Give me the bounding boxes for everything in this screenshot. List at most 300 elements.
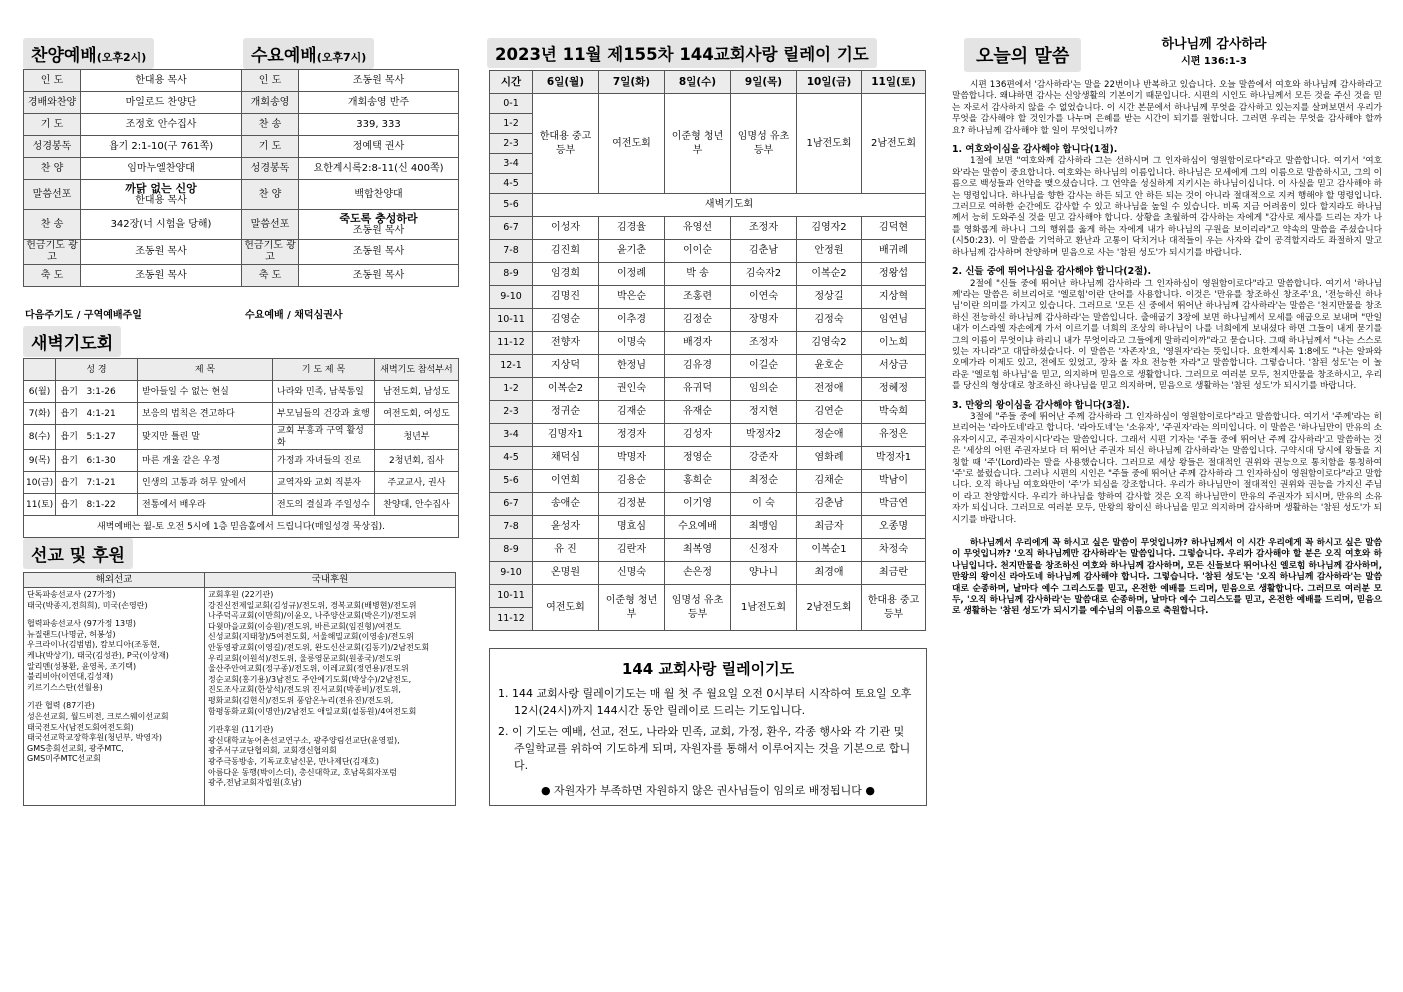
relay-person: 이기영 — [665, 493, 731, 516]
relay-person: 유 진 — [533, 539, 599, 562]
dawn-day: 9(목) — [24, 450, 56, 472]
dawn-day: 11(토) — [24, 494, 56, 516]
dawn-header-scripture: 성 경 — [56, 359, 138, 381]
relay-person: 김유경 — [665, 355, 731, 378]
worship-row — [24, 158, 459, 180]
domestic-line: 광주극동방송, 기독교호남신문, 만나제단(김재호) — [208, 756, 379, 766]
wednesday-value: 조동원 목사 — [299, 240, 459, 265]
wednesday-value — [299, 210, 459, 240]
relay-info-closing: ● 자원자가 부족하면 자원하지 않은 권사님들이 임의로 배정됩니다 ● — [540, 784, 876, 797]
dawn-note-row — [24, 516, 459, 538]
relay-row — [490, 263, 926, 286]
relay-person: 유영선 — [665, 217, 731, 240]
relay-row — [490, 539, 926, 562]
dawn-day: 8(수) — [24, 425, 56, 450]
sunday-label: 찬 양 — [24, 158, 81, 180]
relay-time: 1-2 — [490, 114, 533, 134]
sunday-worship-header — [23, 38, 154, 69]
relay-block-cell: 1남전도회 — [797, 94, 862, 194]
relay-person: 안정원 — [797, 240, 862, 263]
relay-person: 손은정 — [665, 562, 731, 585]
overseas-line: 성은선교회, 월드비전, 크로스웨이선교회 — [27, 711, 169, 721]
worship-row — [24, 114, 459, 136]
worship-row — [24, 240, 459, 265]
relay-header-col: 10일(금) — [797, 71, 862, 94]
dawn-row — [24, 425, 459, 450]
relay-person: 정영순 — [665, 447, 731, 470]
dawn-ref: 4:1-21 — [83, 403, 138, 425]
relay-header-col: 8일(수) — [665, 71, 731, 94]
relay-person: 송애순 — [533, 493, 599, 516]
dawn-row — [24, 472, 459, 494]
relay-person: 임경희 — [533, 263, 599, 286]
wednesday-worship-time: (오후7시) — [316, 51, 367, 64]
relay-person: 조정자 — [731, 332, 797, 355]
domestic-line: 기관후원 (11기관) — [208, 725, 274, 735]
relay-person: 명효심 — [599, 516, 665, 539]
relay-header-col: 6일(월) — [533, 71, 599, 94]
worship-row — [24, 210, 459, 240]
relay-time: 11-12 — [490, 332, 533, 355]
dawn-prayer-topic: 가정과 자녀들의 진로 — [273, 450, 375, 472]
relay-row — [490, 424, 926, 447]
overseas-line: 태국전도사(남전도회여전도회) — [27, 722, 134, 732]
relay-person: 박은순 — [599, 286, 665, 309]
relay-time: 10-11 — [490, 309, 533, 332]
sermon-point-1-body: 1절에 보면 "여호와께 감사하라 그는 선하시며 그 인자하심이 영원함이로다"라고 말씀합니다. 여기서 '여호와'라는 말씀이 중요합니다. 여호와는 하나님의 이름입니다. 하나님은 모세에게 그의 이름으로 말씀하시고, 그의 이름으로 백성들과 언약을 맺으셨습니다. 그 언약을 성실하게 지키시는 하나님이십니다. 이 사실을 믿고 감사해야 하는 명령입니다. 하나님을 향한 감사는 하든 되고 안 하든 되는 것이 아니라 절대적으로 지켜 행해야 할 명령입니다. 그러므로 여하한 순간에도 감사할 수 있고 하나님을 높일 수 있습니다. 비록 지금 어려움이 있다 할지라도 하나님께서 능히 도와주실 것을 믿고 감사해야 합니다. 상황을 초월하여 감사하는 자에게 "감사로 제사를 드리는 자가 나를 영화롭게 하나니 그의 행위를 옳게 하는 자에게 내가 하나님의 구원을 보이리라"고 약속의 말씀을 주셨습니다(시50:23). 이 말씀을 기억하고 환난과 고통이 닥치거나 대적들이 우는 사자와 같이 공격할지라도 좌절하지 말고 하나님께 감사하며 찬양하며 믿음으로 사는 '참된 성도'가 되시기를 바랍니다. — [952, 156, 1382, 258]
dawn-topic: 보응의 법칙은 견고하다 — [138, 403, 273, 425]
sermon-body — [952, 80, 1382, 618]
dawn-ref: 6:1-30 — [83, 450, 138, 472]
relay-person: 정지현 — [731, 401, 797, 424]
relay-person: 정경자 — [599, 424, 665, 447]
sunday-value — [81, 180, 242, 210]
dawn-header-blank — [24, 359, 56, 381]
relay-person: 임의순 — [731, 378, 797, 401]
sunday-value: 342장(너 시험을 당해) — [81, 210, 242, 240]
sunday-value: 마일로드 찬양단 — [81, 92, 242, 114]
sunday-value: 한대용 목사 — [81, 70, 242, 92]
relay-block-cell: 한대용 중고등부 — [862, 585, 926, 631]
worship-row — [24, 70, 459, 92]
domestic-line: 다윗마을교회(이승원)/전도위, 바른교회(임진형)/여전도 — [208, 621, 401, 631]
wednesday-label: 성경봉독 — [242, 158, 299, 180]
relay-person: 유귀덕 — [665, 378, 731, 401]
relay-time: 11-12 — [490, 608, 533, 631]
wednesday-value: 조동원 목사 — [299, 70, 459, 92]
dawn-book: 욥기 — [56, 472, 83, 494]
sunday-label: 축 도 — [24, 265, 81, 287]
relay-row — [490, 447, 926, 470]
overseas-line: 태국선교학교장학후원(청년부, 박영자) — [27, 733, 162, 743]
relay-person: 정왕섭 — [862, 263, 926, 286]
relay-dawn-row — [490, 194, 926, 217]
sunday-worship-title: 찬양예배 — [31, 46, 97, 66]
relay-person: 이복순1 — [797, 539, 862, 562]
relay-row — [490, 585, 926, 608]
dawn-prayer-topic: 교역자와 교회 직분자 — [273, 472, 375, 494]
sunday-next-prayer: 다음주기도 / 구역예배주일 — [25, 310, 142, 321]
wednesday-value: 백합찬양대 — [299, 180, 459, 210]
relay-block-cell: 2남전도회 — [862, 94, 926, 194]
wednesday-preacher: 조동원 목사 — [352, 224, 405, 236]
relay-person: 유정은 — [862, 424, 926, 447]
relay-block-cell: 한대용 중고등부 — [533, 94, 599, 194]
dawn-prayer-header — [23, 326, 121, 357]
relay-row — [490, 493, 926, 516]
relay-person: 이이순 — [665, 240, 731, 263]
sermon-title: 하나님께 감사하라 — [1161, 37, 1267, 52]
relay-person: 박숙희 — [862, 401, 926, 424]
relay-person: 최경애 — [797, 562, 862, 585]
domestic-line: 평화교회(김현식)/전도위 풍암온누리(전유진)/전도위, — [208, 695, 394, 705]
worship-row — [24, 136, 459, 158]
sermon-point-2-heading: 2. 신들 중에 뛰어나심을 감사해야 합니다(2절). — [952, 266, 1152, 278]
dawn-prayer-topic: 부모님들의 건강과 효행 — [273, 403, 375, 425]
relay-person: 김용순 — [599, 470, 665, 493]
relay-time: 5-6 — [490, 194, 533, 217]
overseas-line: 태국(박종지,전희희), 미국(손영란) — [27, 600, 148, 610]
overseas-line: GMS총회선교회, 광주MTC, — [27, 743, 124, 753]
relay-person: 이 숙 — [731, 493, 797, 516]
missions-table — [23, 572, 456, 806]
missions-header — [23, 538, 133, 569]
relay-time: 9-10 — [490, 286, 533, 309]
sunday-label: 말씀선포 — [24, 180, 81, 210]
relay-row — [490, 378, 926, 401]
relay-person: 김정분 — [599, 493, 665, 516]
dawn-topic: 맞지만 틀린 말 — [138, 425, 273, 450]
relay-row — [490, 470, 926, 493]
relay-person: 이연희 — [533, 470, 599, 493]
relay-person: 최금자 — [797, 516, 862, 539]
domestic-line: 안동영광교회(이영길)/전도위, 완도신산교회(김동기)/2남전도회 — [208, 642, 430, 652]
dawn-prayer-topic: 나라와 민족, 남북통일 — [273, 381, 375, 403]
relay-person: 이성자 — [533, 217, 599, 240]
relay-person: 이복순2 — [797, 263, 862, 286]
overseas-line: 단독파송선교사 (27가정) — [27, 590, 116, 599]
relay-person: 권인숙 — [599, 378, 665, 401]
relay-row — [490, 332, 926, 355]
relay-person: 김영숙2 — [797, 332, 862, 355]
dawn-dept: 청년부 — [375, 425, 459, 450]
sunday-value: 조정호 안수집사 — [81, 114, 242, 136]
dawn-row — [24, 494, 459, 516]
dawn-dept: 여전도회, 여성도 — [375, 403, 459, 425]
relay-person: 정귀순 — [533, 401, 599, 424]
relay-row — [490, 309, 926, 332]
relay-time: 10-11 — [490, 585, 533, 608]
relay-person: 임연님 — [862, 309, 926, 332]
sunday-label: 경배와찬양 — [24, 92, 81, 114]
dawn-prayer-table — [23, 358, 459, 538]
sermon-point-1-heading: 1. 여호와이심을 감사해야 합니다(1절). — [952, 144, 1118, 156]
domestic-line: 교회후원 (22기관) — [208, 590, 274, 599]
worship-order-table — [23, 69, 459, 287]
relay-person: 한정님 — [599, 355, 665, 378]
relay-time: 2-3 — [490, 134, 533, 154]
relay-person: 서상금 — [862, 355, 926, 378]
dawn-day: 6(월) — [24, 381, 56, 403]
dawn-ref: 7:1-21 — [83, 472, 138, 494]
dawn-topic: 인생의 고통과 허무 앞에서 — [138, 472, 273, 494]
relay-row — [490, 217, 926, 240]
relay-person: 박명자 — [599, 447, 665, 470]
domestic-line: 강진신전제일교회(김성규)/전도위, 경복교회(배병현)/전도위 — [208, 600, 417, 610]
domestic-line: 신성교회(지태창)/5여전도회, 서울해밀교회(이영송)/전도위 — [208, 632, 414, 642]
relay-person: 박정자1 — [862, 447, 926, 470]
relay-info-box — [489, 648, 927, 806]
relay-person: 신정자 — [731, 539, 797, 562]
dawn-prayer-topic: 교회 부흥과 구역 활성화 — [273, 425, 375, 450]
relay-person: 이정례 — [599, 263, 665, 286]
relay-person: 전정애 — [797, 378, 862, 401]
domestic-support-list — [205, 588, 456, 806]
wednesday-value: 정예택 권사 — [299, 136, 459, 158]
sermon-intro: 시편 136편에서 '감사하라'는 말을 22번이나 반복하고 있습니다. 오늘 말씀에서 여호와 하나님께 감사하라고 말씀합니다. 왜냐하면 감사는 신앙생활의 기본이기 때문입니다. 시편의 시인도 하나님께서 모든 것을 주신 것을 믿는 자로서 감사하지 않을 수 없었습니다. 이 시간 본문에서 하나님께 무엇을 감사하고 있는지를 살펴보면서 우리가 무엇을 감사해야 할 것인가를 나누며 은혜를 받는 시간이 되기를 원합니다. 그러면 우리는 무엇을 감사해야 할까요? 하나님께 감사해야 할 일이 무엇입니까? — [952, 80, 1382, 136]
dawn-topic: 마른 개울 같은 우정 — [138, 450, 273, 472]
relay-header-col: 시간 — [490, 71, 533, 94]
wednesday-value: 개회송영 반주 — [299, 92, 459, 114]
wednesday-worship-title: 수요예배 — [251, 46, 317, 66]
sermon-point-3-heading: 3. 만왕의 왕이심을 감사해야 합니다(3절). — [952, 399, 1130, 411]
relay-person: 김연순 — [797, 401, 862, 424]
sunday-label: 찬 송 — [24, 210, 81, 240]
sermon-header-label: 오늘의 말씀 — [964, 38, 1081, 72]
relay-info-item-2: 2. 이 기도는 예배, 선교, 전도, 나라와 민족, 교회, 가정, 환우, 각종 행사와 각 기관 및 주일학교를 위하여 기도하게 되며, 자원자를 통해서 이루어지는 것을 기본으로 합니다. — [498, 725, 911, 772]
sunday-worship-time: (오후2시) — [96, 51, 147, 64]
relay-time: 6-7 — [490, 493, 533, 516]
sunday-value: 조동원 목사 — [81, 240, 242, 265]
sunday-label: 성경봉독 — [24, 136, 81, 158]
dawn-day: 7(화) — [24, 403, 56, 425]
relay-person: 김영자2 — [797, 217, 862, 240]
dawn-book: 욥기 — [56, 403, 83, 425]
overseas-line: 알리멘(성봉환, 윤영록, 조기택) — [27, 661, 137, 671]
sunday-label: 기 도 — [24, 114, 81, 136]
relay-block-cell: 이준형 청년부 — [599, 585, 665, 631]
dawn-header-dept: 새벽기도 참석부서 — [375, 359, 459, 381]
relay-header — [487, 38, 877, 68]
wednesday-label: 헌금기도 광 고 — [242, 240, 299, 265]
sermon-closing: 하나님께서 우리에게 꼭 하시고 싶은 말씀이 무엇입니까? 하나님께서 이 시간 우리에게 꼭 하시고 싶은 말씀이 무엇입니까? '오직 하나님께만 감사하라'는 말씀입니다. 그렇습니다. 우리가 감사해야 할 분은 오직 여호와 하나님입니다. 천지만물을 창조하신 여호와 하나님께 감사하며, 모든 신들보다 뛰어나신 엘로힘 하나님께 감사하며, 만왕의 왕이신 라아도네 하나님께 감사해야 합니다. 그렇습니다. '참된 성도'는 '오직 하나님께 감사하라'는 말씀대로 순종하며, 날마다 예수 그리스도를 믿고, 온전한 예배를 드리며, 믿음으로 생활합니다. 그러므로 여러분 모두, '오직 하나님께 감사하라'는 말씀대로 순종하며, 날마다 예수 그리스도를 믿고, 온전한 예배를 드리며, 믿음으로 생활하는 '참된 성도'가 되시기를 예수님의 이름으로 축원합니다. — [952, 538, 1382, 617]
relay-person: 조정자 — [731, 217, 797, 240]
relay-person: 박정자2 — [731, 424, 797, 447]
dawn-day: 10(금) — [24, 472, 56, 494]
missions-header-domestic: 국내후원 — [205, 573, 456, 588]
relay-person: 김정숙 — [797, 309, 862, 332]
relay-person: 지상혁 — [862, 286, 926, 309]
relay-person: 최정순 — [731, 470, 797, 493]
relay-person: 유재순 — [665, 401, 731, 424]
relay-person: 강준자 — [731, 447, 797, 470]
wednesday-sermon-title: 죽도록 충성하라 — [339, 211, 418, 225]
sunday-value: 욥기 2:1-10(구 761쪽) — [81, 136, 242, 158]
relay-person: 김숙자2 — [731, 263, 797, 286]
relay-block-cell: 이준형 청년부 — [665, 94, 731, 194]
relay-row — [490, 401, 926, 424]
relay-person: 김성자 — [665, 424, 731, 447]
wednesday-value: 조동원 목사 — [299, 265, 459, 287]
overseas-missions-list — [24, 588, 205, 806]
relay-title: 2023년 11월 제155차 144교회사랑 릴레이 기도 — [487, 38, 877, 68]
overseas-line: 키르기스스탄(선월용) — [27, 682, 103, 692]
wednesday-worship-header — [243, 38, 374, 69]
relay-person: 양나니 — [731, 562, 797, 585]
relay-person: 김명자1 — [533, 424, 599, 447]
relay-time: 3-4 — [490, 154, 533, 174]
relay-time: 12-1 — [490, 355, 533, 378]
relay-info-title: 144 교회사랑 릴레이기도 — [621, 660, 795, 678]
sermon-reference: 시편 136:1-3 — [1181, 56, 1247, 67]
relay-row — [490, 286, 926, 309]
domestic-line: 나주덕곡교회(이만희)/이윤오, 나주양산교회(박은기)/전도위 — [208, 611, 417, 621]
overseas-line: 기관 협력 (87기관) — [27, 701, 95, 711]
relay-person: 김춘남 — [731, 240, 797, 263]
wednesday-label: 개회송영 — [242, 92, 299, 114]
relay-block-cell: 2남전도회 — [797, 585, 862, 631]
relay-person: 정상길 — [797, 286, 862, 309]
overseas-line: 케냐(박상기), 태국(김성관), P국(이상재) — [27, 650, 169, 660]
relay-person: 이연숙 — [731, 286, 797, 309]
relay-time: 5-6 — [490, 470, 533, 493]
domestic-line: 아름다운 동행(박이스더), 총신대학교, 호남목회자포럼 — [208, 767, 397, 777]
relay-time: 7-8 — [490, 516, 533, 539]
relay-time: 9-10 — [490, 562, 533, 585]
relay-person: 이노희 — [862, 332, 926, 355]
sermon-header — [964, 38, 1081, 72]
domestic-line: 광신대학교농어촌선교연구소, 광주양림선교단(윤영필), — [208, 735, 400, 745]
dawn-dept: 남전도회, 남성도 — [375, 381, 459, 403]
relay-person: 김춘남 — [797, 493, 862, 516]
dawn-topic: 받아들일 수 없는 현실 — [138, 381, 273, 403]
sunday-sermon-title: 까닭 없는 신앙 — [125, 181, 197, 195]
wednesday-value: 339, 333 — [299, 114, 459, 136]
relay-person: 채덕심 — [533, 447, 599, 470]
relay-header-col: 7일(화) — [599, 71, 665, 94]
dawn-header-prayer: 기 도 제 목 — [273, 359, 375, 381]
dawn-book: 욥기 — [56, 381, 83, 403]
relay-person: 김영순 — [533, 309, 599, 332]
relay-header-col: 11일(토) — [862, 71, 926, 94]
domestic-line: 광주,전남교회자립원(호남) — [208, 778, 302, 788]
overseas-line: 우크라이나(김범범), 캄보디아(조동현, — [27, 640, 160, 650]
dawn-prayer-topic: 전도의 결실과 주일성수 — [273, 494, 375, 516]
domestic-line: 정순교회(홍기용)/3남전도 주안에기도회(박상수)/2남전도, — [208, 674, 412, 684]
relay-person: 박금연 — [862, 493, 926, 516]
relay-time: 8-9 — [490, 263, 533, 286]
relay-person: 이길순 — [731, 355, 797, 378]
relay-person: 지상덕 — [533, 355, 599, 378]
dawn-topic: 전통에서 배우라 — [138, 494, 273, 516]
relay-person: 김명진 — [533, 286, 599, 309]
overseas-line — [27, 611, 201, 619]
relay-person: 김정순 — [665, 309, 731, 332]
sunday-label: 헌금기도 광 고 — [24, 240, 81, 265]
relay-person: 김덕현 — [862, 217, 926, 240]
relay-time: 3-4 — [490, 424, 533, 447]
relay-person: 이복순2 — [533, 378, 599, 401]
dawn-book: 욥기 — [56, 425, 83, 450]
worship-row — [24, 180, 459, 210]
wednesday-label: 찬 양 — [242, 180, 299, 210]
dawn-book: 욥기 — [56, 450, 83, 472]
wednesday-next-prayer: 수요예배 / 채덕심권사 — [245, 310, 343, 321]
relay-person: 윤성자 — [533, 516, 599, 539]
worship-row — [24, 92, 459, 114]
relay-person: 최복영 — [665, 539, 731, 562]
relay-block-cell: 여전도회 — [599, 94, 665, 194]
domestic-line: 진도조사교회(한상석)/전도위 진서교회(박종비)/전도위, — [208, 685, 401, 695]
domestic-line: 광주서구교단협의회, 교회갱신협의회 — [208, 746, 337, 756]
relay-person: 신명숙 — [599, 562, 665, 585]
wednesday-label: 찬 송 — [242, 114, 299, 136]
sunday-value: 임마누엘찬양대 — [81, 158, 242, 180]
sunday-label: 인 도 — [24, 70, 81, 92]
relay-person: 김란자 — [599, 539, 665, 562]
relay-person: 최맹임 — [731, 516, 797, 539]
relay-person: 차정숙 — [862, 539, 926, 562]
relay-row — [490, 94, 926, 114]
relay-time: 7-8 — [490, 240, 533, 263]
domestic-line: 함평동화교회(이명안)/2남전도 애일교회(설동원)/4여전도회 — [208, 706, 417, 716]
relay-person: 윤기춘 — [599, 240, 665, 263]
wednesday-label: 인 도 — [242, 70, 299, 92]
domestic-line: 우리교회(이원석)/전도위, 울릉영문교회(원종국)/전도위 — [208, 653, 401, 663]
dawn-row — [24, 403, 459, 425]
dawn-row — [24, 450, 459, 472]
relay-time: 0-1 — [490, 94, 533, 114]
relay-time: 8-9 — [490, 539, 533, 562]
relay-time: 6-7 — [490, 217, 533, 240]
relay-person: 이명숙 — [599, 332, 665, 355]
domestic-line: 울산주안여교회(정구종)/전도위, 이레교회(정연용)/전도위 — [208, 664, 409, 674]
worship-row — [24, 265, 459, 287]
relay-person: 김재순 — [599, 401, 665, 424]
relay-block-cell: 임명성 유초등부 — [665, 585, 731, 631]
relay-person: 오종명 — [862, 516, 926, 539]
wednesday-label: 축 도 — [242, 265, 299, 287]
relay-person: 정순애 — [797, 424, 862, 447]
relay-block-cell: 1남전도회 — [731, 585, 797, 631]
dawn-row — [24, 381, 459, 403]
relay-person: 최금란 — [862, 562, 926, 585]
relay-person: 염화례 — [797, 447, 862, 470]
relay-person: 홍희순 — [665, 470, 731, 493]
missions-header-overseas: 해외선교 — [24, 573, 205, 588]
relay-person: 수요예배 — [665, 516, 731, 539]
dawn-dept: 2청년회, 집사 — [375, 450, 459, 472]
wednesday-value: 요한계시록2:8-11(신 400쪽) — [299, 158, 459, 180]
relay-person: 온명원 — [533, 562, 599, 585]
relay-block-cell: 여전도회 — [533, 585, 599, 631]
relay-dawn-label: 새벽기도회 — [533, 194, 926, 217]
relay-person: 장명자 — [731, 309, 797, 332]
sunday-preacher: 한대용 목사 — [135, 194, 187, 206]
relay-person: 박남이 — [862, 470, 926, 493]
dawn-book: 욥기 — [56, 494, 83, 516]
relay-time: 1-2 — [490, 378, 533, 401]
relay-time: 4-5 — [490, 174, 533, 194]
domestic-line — [208, 717, 452, 725]
sermon-point-3-body: 3절에 "주들 중에 뛰어난 주께 감사하라 그 인자하심이 영원함이로다"라고 말씀합니다. 여기서 '주께'라는 히브리어는 '라아도네'라고 합니다. '라아도네'는 '소유자', '주권자'라는 의미입니다. 이 말씀은 '하나님만이 만유의 소유자이시고, 주권자이시다'라는 말씀입니다. 그래서 시편 기자는 '주들 중에 뛰어난 주께 감사하라'고 말씀하는 것은 '세상의 어떤 주권자보다 더 뛰어난 주권자 되신 하나님께 감사하라'는 말씀입니다. 구약시대 당시에 왕들을 지칭할 때 '주'(Lord)라는 말을 사용했습니다. 그러므로 세상 왕들은 절대적인 권위와 권능으로 통치함을 통칭하여 '주'로 불렀습니다. 그러나 시편의 시인은 "주들 중에 뛰어난 주께 감사하라 그 인자하심이 영원함이로다"라고 말합니다. 오직 하나님 여호와만이 '주'가 되심을 강조합니다. 우리가 하나님만이 절대적인 권위와 권능을 가지신 주님이 라고 찬양합시다. 우리가 하나님을 향하여 감사할 것은 오직 하나님만이 만유의 주권자가 되시며, 만유의 소유자가 되십니다. 그러므로 여러분 모두, 만왕의 왕이신 하나님을 믿고 의지하며 감사하며 생활하는 '참된 성도'가 되시기를 바랍니다. — [952, 411, 1382, 525]
relay-block-cell: 임명성 유초등부 — [731, 94, 797, 194]
dawn-ref: 5:1-27 — [83, 425, 138, 450]
relay-row — [490, 516, 926, 539]
sunday-value: 조동원 목사 — [81, 265, 242, 287]
dawn-note: 새벽예배는 월-토 오전 5시에 1층 믿음홀에서 드립니다(매일성경 묵상집). — [24, 516, 459, 538]
relay-person: 김경율 — [599, 217, 665, 240]
